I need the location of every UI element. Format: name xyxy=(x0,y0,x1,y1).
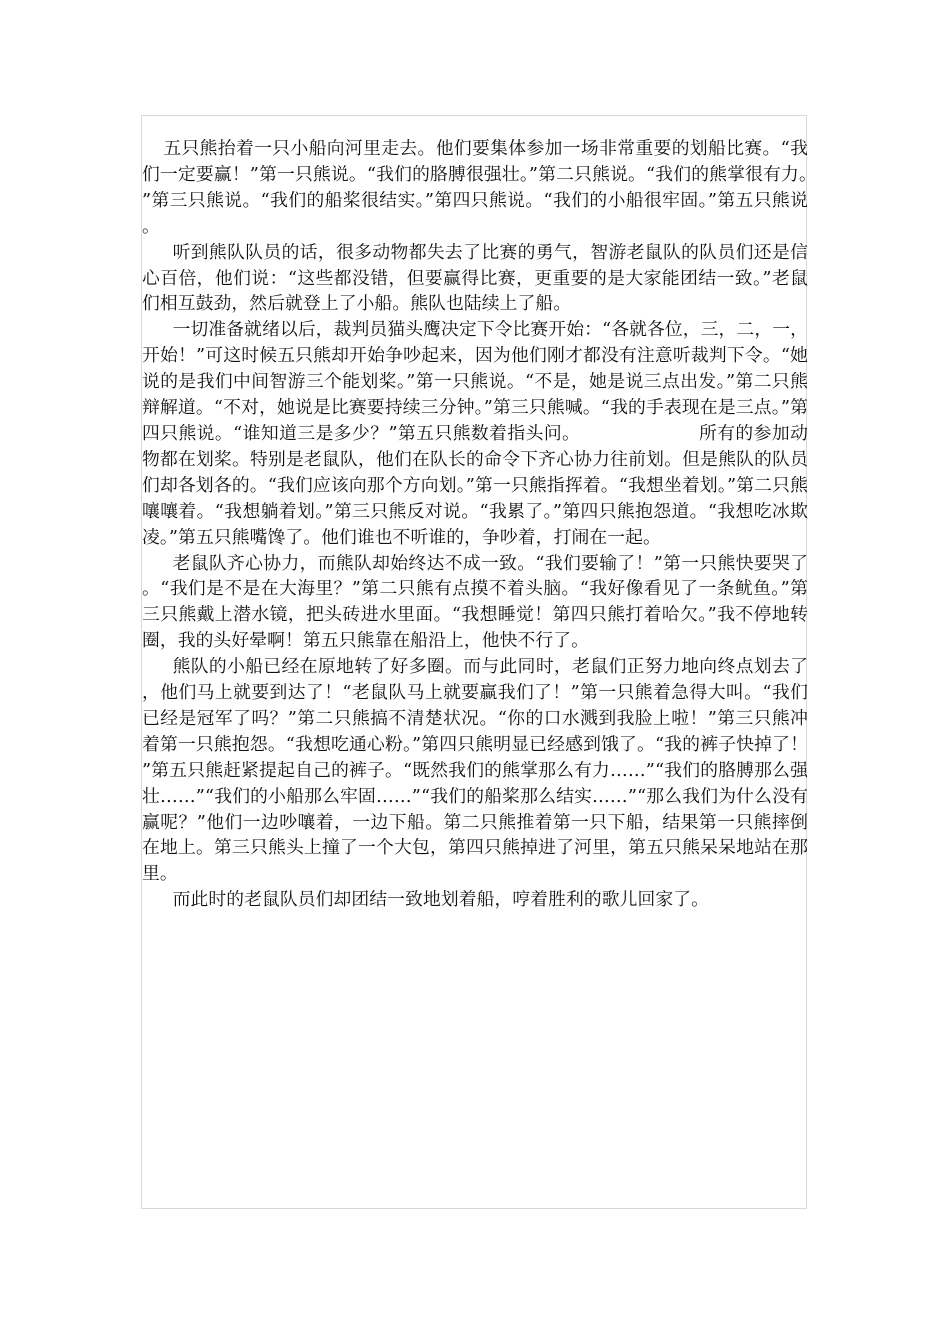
paragraph-1: 五只熊抬着一只小船向河里走去。他们要集体参加一场非常重要的划船比赛。“我们一定要赢！”第一只熊说。“我们的胳膊很强壮。”第二只熊说。“我们的熊掌很有力。”第三只熊说。“我们的船桨很结实。”第四只熊说。“我们的小船很牢固。”第五只熊说。 xyxy=(142,138,808,237)
story-text xyxy=(142,136,808,913)
paragraph-4: 老鼠队齐心协力，而熊队却始终达不成一致。“我们要输了！”第一只熊快要哭了。“我们是不是在大海里？”第二只熊有点摸不着头脑。“我好像看见了一条鱿鱼。”第三只熊戴上潜水镜，把头砖进水里面。“我想睡觉！第四只熊打着哈欠。”我不停地转圈，我的头好晕啊！第五只熊靠在船沿上，他快不行了。 xyxy=(142,552,808,652)
paragraph-2: 听到熊队队员的话，很多动物都失去了比赛的勇气，智游老鼠队的队员们还是信心百倍，他们说：“这些都没错，但要赢得比赛，更重要的是大家能团结一致。”老鼠们相互鼓劲，然后就登上了小船。熊队也陆续上了船。 xyxy=(142,241,808,315)
paragraph-6: 而此时的老鼠队员们却团结一致地划着船，哼着胜利的歌儿回家了。 xyxy=(172,889,710,911)
paragraph-5: 熊队的小船已经在原地转了好多圈。而与此同时，老鼠们正努力地向终点划去了，他们马上就要到达了！“老鼠队马上就要赢我们了！”第一只熊着急得大叫。“我们已经是冠军了吗？”第二只熊搞不清楚状况。“你的口水溅到我脸上啦！”第三只熊冲着第一只熊抱怨。“我想吃通心粉。”第四只熊明显已经感到饿了。“我的裤子快掉了！”第五只熊赶紧提起自己的裤子。“既然我们的熊掌那么有力……”“我们的胳膊那么强壮……”“我们的小船那么牢固……”“我们的船桨那么结实……”“那么我们为什么没有赢呢？”他们一边吵嚷着，一边下船。第二只熊推着第一只下船，结果第一只熊摔倒在地上。第三只熊头上撞了一个大包，第四只熊掉进了河里，第五只熊呆呆地站在那里。 xyxy=(142,656,808,885)
paragraph-3: 一切准备就绪以后，裁判员猫头鹰决定下令比赛开始：“各就各位，三，二，一，开始！”可这时候五只熊却开始争吵起来，因为他们刚才都没有注意听裁判下令。“她说的是我们中间智游三个能划桨。”第一只熊说。“不是，她是说三点出发。”第二只熊辩解道。“不对，她说是比赛要持续三分钟。”第三只熊喊。“我的手表现在是三点。”第四只熊说。“谁知道三是多少？”第五只熊数着指头问。 所有的参加动物都在划桨。特别是老鼠队，他们在队长的命令下齐心协力往前划。但是熊队的队员们却各划各的。“我们应该向那个方向划。”第一只熊指挥着。“我想坐着划。”第二只熊嚷嚷着。“我想躺着划。”第三只熊反对说。“我累了。”第四只熊抱怨道。“我想吃冰欺凌。”第五只熊嘴馋了。他们谁也不听谁的，争吵着，打闹在一起。 xyxy=(142,319,808,548)
